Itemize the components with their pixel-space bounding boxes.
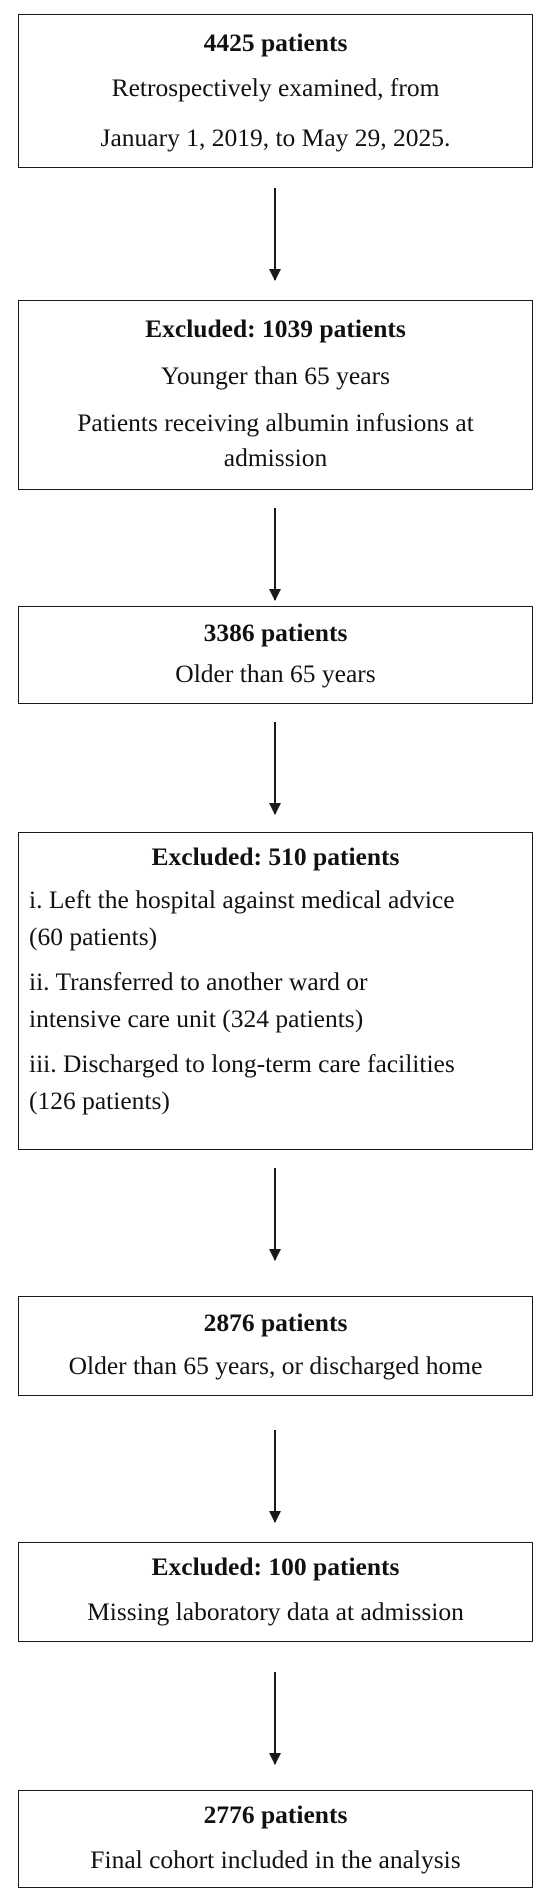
flow-box-older-65 — [18, 606, 533, 704]
arrow-down — [274, 722, 276, 814]
flow-box-exclusion-discharge — [18, 832, 533, 1150]
box-text: Final cohort included in the analysis — [90, 1845, 461, 1874]
flow-box-older-or-home — [18, 1296, 533, 1396]
arrow-down — [274, 1672, 276, 1764]
box-text: Patients receiving albumin infusions at — [77, 408, 474, 437]
flow-box-initial — [18, 14, 533, 168]
box-title: 4425 patients — [203, 28, 348, 57]
box-text: admission — [223, 443, 328, 472]
box-text: Retrospectively examined, from — [111, 73, 440, 102]
box-title: Excluded: 100 patients — [151, 1552, 400, 1581]
box-text: Older than 65 years — [175, 659, 376, 688]
arrow-down — [274, 1430, 276, 1522]
box-title: Excluded: 510 patients — [151, 842, 400, 871]
arrow-down — [274, 188, 276, 280]
box-text: intensive care unit (324 patients) — [29, 1004, 364, 1033]
flow-box-exclusion-age — [18, 300, 533, 490]
arrow-down — [274, 1168, 276, 1260]
arrow-down — [274, 508, 276, 600]
box-text: Younger than 65 years — [160, 361, 390, 390]
flow-box-exclusion-missing-data — [18, 1542, 533, 1642]
box-title: Excluded: 1039 patients — [145, 314, 406, 343]
box-title: 3386 patients — [203, 618, 348, 647]
box-text: (126 patients) — [29, 1086, 170, 1115]
box-text: i. Left the hospital against medical advice — [29, 885, 455, 914]
box-text: Older than 65 years, or discharged home — [68, 1351, 483, 1380]
box-text: ii. Transferred to another ward or — [29, 967, 368, 996]
box-title: 2876 patients — [203, 1308, 348, 1337]
box-text: iii. Discharged to long-term care facilities — [29, 1049, 455, 1078]
box-title: 2776 patients — [203, 1800, 348, 1829]
box-text: (60 patients) — [29, 922, 158, 951]
box-text: Missing laboratory data at admission — [87, 1597, 464, 1626]
box-text: January 1, 2019, to May 29, 2025. — [100, 123, 451, 152]
flow-box-final-cohort — [18, 1790, 533, 1888]
